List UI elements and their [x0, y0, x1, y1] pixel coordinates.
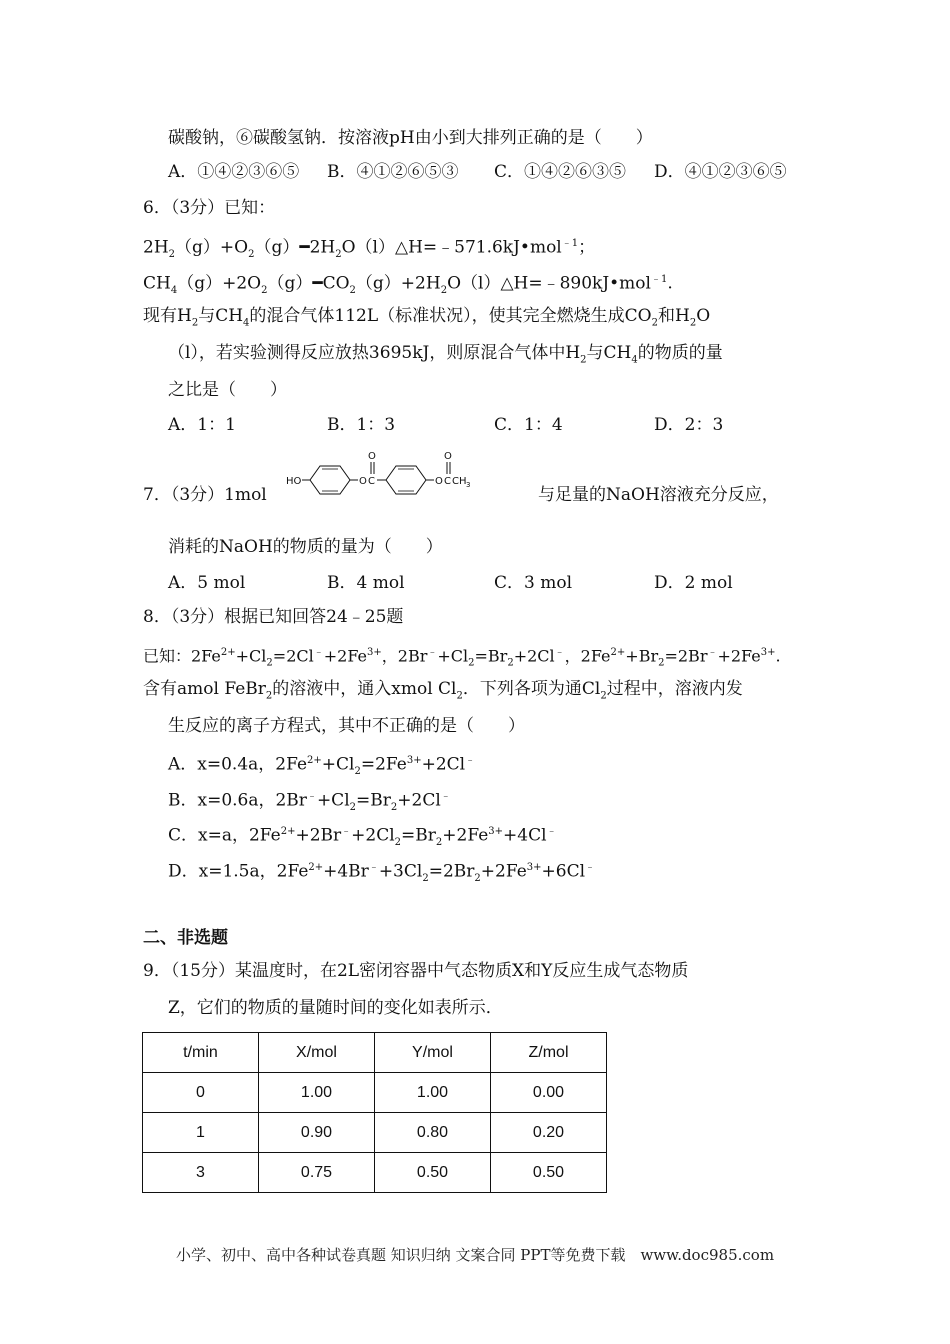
- q9-text-line-2: Z，它们的物质的量随时间的变化如表所示．: [168, 998, 503, 1018]
- q6-heading: 6．（3分）已知：: [143, 198, 276, 218]
- table-header-cell: Y/mol: [375, 1033, 491, 1073]
- q7-option-c[interactable]: C．3 mol: [494, 573, 573, 593]
- q7-heading: 7．（3分）1mol: [143, 485, 267, 505]
- struct-label-o-top1: O: [368, 451, 376, 462]
- data-table: [142, 1032, 607, 1193]
- table-row: [143, 1073, 607, 1113]
- q7-option-d[interactable]: D．2 mol: [654, 573, 733, 593]
- q6-option-b[interactable]: B．1：3: [327, 415, 396, 435]
- table-cell: 1.00: [259, 1073, 375, 1113]
- q8-option-b[interactable]: B．x=0.6a，$2Br^﹣+Cl_2=Br_2+2Cl^﹣$: [168, 790, 451, 814]
- struct-label-ho: HO: [286, 476, 302, 487]
- table-cell: 0: [143, 1073, 259, 1113]
- benzene-ring-2: [386, 466, 426, 494]
- struct-label-c1: C: [368, 476, 375, 487]
- table-cell: 0.50: [375, 1153, 491, 1193]
- table-header-cell: t/min: [143, 1033, 259, 1073]
- q5-option-c[interactable]: C．①④②⑥③⑤: [494, 162, 627, 182]
- table-row: [143, 1113, 607, 1153]
- table-cell: 0.00: [491, 1073, 607, 1113]
- q6-option-d[interactable]: D．2：3: [654, 415, 724, 435]
- table-row: [143, 1153, 607, 1193]
- q8-option-d[interactable]: D．x=1.5a，$2Fe^{2+}+4Br^﹣+3Cl_2=2Br_2+2Fe^{3+}+6Cl^﹣$: [168, 861, 596, 885]
- table-cell: 0.90: [259, 1113, 375, 1153]
- struct-label-ch3-sub: 3: [466, 481, 471, 489]
- q6-text-line-2: （l），若实验测得反应放热3695kJ，则原混合气体中$H_2$与$CH_4$的物质的量: [168, 343, 723, 366]
- struct-label-o1: O: [359, 476, 367, 487]
- q8-heading: 8．（3分）根据已知回答24﹣25题: [143, 607, 404, 627]
- q8-option-a[interactable]: A．x=0.4a，$2Fe^{2+}+Cl_2=2Fe^{3+}+2Cl^﹣$: [168, 754, 476, 778]
- table-header-row: [143, 1033, 607, 1073]
- q7-tail: 与足量的NaOH溶液充分反应，: [538, 485, 779, 505]
- q5-option-a[interactable]: A．①④②③⑥⑤: [168, 162, 300, 182]
- q5-option-d[interactable]: D．④①②③⑥⑤: [654, 162, 787, 182]
- struct-label-o-top2: O: [444, 451, 452, 462]
- q8-option-c[interactable]: C．x=a，$2Fe^{2+}+2Br^﹣+2Cl_2=Br_2+2Fe^{3+}+4Cl^﹣$: [168, 825, 557, 849]
- table-cell: 3: [143, 1153, 259, 1193]
- q5-continuation: 碳酸钠，⑥碳酸氢钠．按溶液pH由小到大排列正确的是（ ）: [168, 128, 653, 148]
- table-cell: 0.50: [491, 1153, 607, 1193]
- q7-option-a[interactable]: A．5 mol: [168, 573, 246, 593]
- q6-option-a[interactable]: A．1：1: [168, 415, 236, 435]
- q7-text-line-2: 消耗的NaOH的物质的量为（ ）: [168, 537, 443, 557]
- struct-label-ch3: CH: [452, 476, 467, 487]
- q6-option-c[interactable]: C．1：4: [494, 415, 563, 435]
- q6-equation-2: $CH_4(g)+2O_2(g)━CO_2(g)+2H_2O(l)\triangle H=﹣890kJ•mol^{﹣1}$.: [143, 273, 673, 297]
- q8-text-line-2: 生反应的离子方程式，其中不正确的是（ ）: [168, 716, 525, 736]
- table-cell: 0.80: [375, 1113, 491, 1153]
- q6-equation-1: $2H_2(g)+O_2(g)━2H_2O(l)\triangle H=﹣571.6kJ•mol^{﹣1}$；: [143, 237, 596, 261]
- page-footer: 小学、初中、高中各种试卷真题 知识归纳 文案合同 PPT等免费下载 www.doc985.com: [175, 1246, 775, 1264]
- q9-text-line-1: 9．（15分）某温度时，在2L密闭容器中气态物质X和Y反应生成气态物质: [143, 961, 689, 981]
- q6-text-line-3: 之比是（ ）: [168, 380, 287, 400]
- molecule-structure-image: [286, 446, 536, 506]
- q8-text-line-1: 含有amol FeBr$_2$的溶液中，通入xmol $Cl_2$．下列各项为通$Cl_2$过程中，溶液内发: [143, 679, 743, 702]
- benzene-ring-1: [310, 466, 350, 494]
- table-cell: 1: [143, 1113, 259, 1153]
- struct-label-o2: O: [435, 476, 443, 487]
- table-header-cell: X/mol: [259, 1033, 375, 1073]
- q7-option-b[interactable]: B．4 mol: [327, 573, 405, 593]
- table-cell: 0.75: [259, 1153, 375, 1193]
- q5-option-b[interactable]: B．④①②⑥⑤③: [327, 162, 459, 182]
- table-cell: 0.20: [491, 1113, 607, 1153]
- table-header-cell: Z/mol: [491, 1033, 607, 1073]
- table-cell: 1.00: [375, 1073, 491, 1113]
- struct-label-c2: C: [444, 476, 451, 487]
- q6-text-line-1: 现有$H_2$与$CH_4$的混合气体112L（标准状况），使其完全燃烧生成$CO_2$和$H_2O$: [143, 306, 711, 329]
- section-heading-nonchoice: 二、非选题: [143, 928, 228, 948]
- q8-known-equations: 已知：$2Fe^{2+}+Cl_2=2Cl^﹣+2Fe^{3+}$，$2Br^﹣+Cl_2=Br_2+2Cl^﹣$，$2Fe^{2+}+Br_2=2Br^﹣+2Fe^{3+}$.: [143, 646, 781, 669]
